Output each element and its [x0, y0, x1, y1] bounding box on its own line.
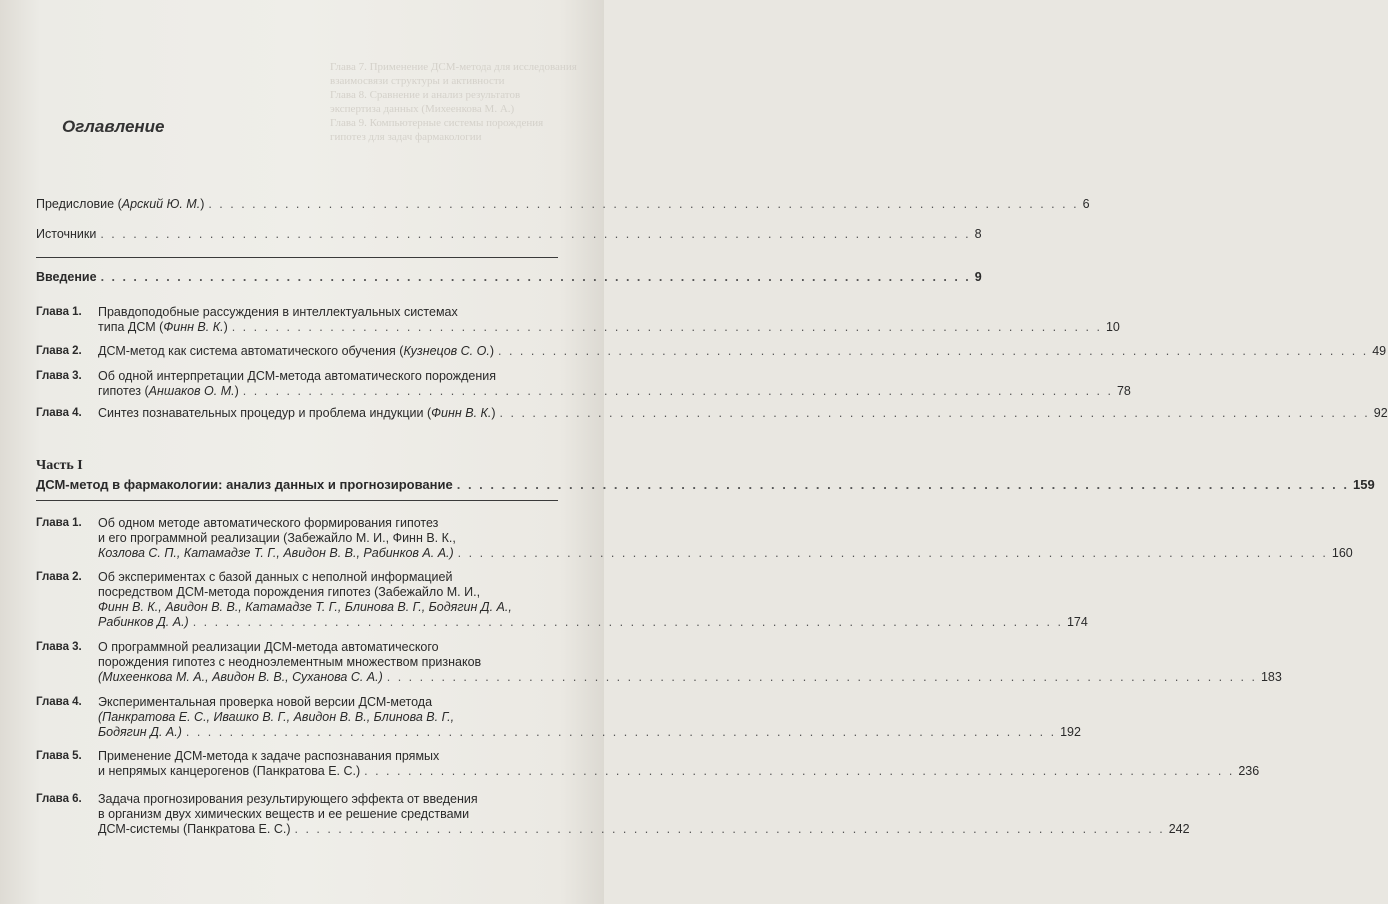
page-title: Оглавление: [62, 117, 165, 136]
toc-entry-part1-chapter-4[interactable]: [36, 695, 1081, 740]
entry-title-line: гипотез: [98, 384, 141, 398]
entry-title-line: ДСМ-метод как система автоматического обучения: [98, 344, 396, 358]
leader-dots: [101, 270, 971, 285]
leader-dots: [243, 384, 1113, 399]
entry-title-line: Экспериментальная проверка новой версии ДСМ-метода: [98, 695, 433, 709]
entry-title-line: О программной реализации ДСМ-метода автоматического: [98, 640, 439, 654]
entry-author: Арский Ю. М.: [121, 197, 201, 211]
leader-dots: [457, 477, 1349, 492]
leader-dots: [100, 227, 970, 242]
leader-dots: [364, 764, 1234, 779]
entry-title-line: Об экспериментах с базой данных с неполной информацией: [98, 570, 453, 584]
page-number: 192: [1060, 725, 1081, 739]
leader-dots: [186, 725, 1056, 740]
leader-dots: [387, 670, 1257, 685]
entry-title-line: и его программной реализации (Забежайло М. И., Финн В. К.,: [98, 531, 456, 545]
entry-author: Кузнецов С. О.: [403, 344, 490, 358]
entry-title-line: Козлова С. П., Катамадзе Т. Г., Авидон В. В., Рабинков А. А.): [98, 546, 454, 560]
leader-dots: [498, 344, 1368, 359]
entry-title-line: Правдоподобные рассуждения в интеллектуальных системах: [98, 305, 458, 319]
entry-author: Аншаков О. М.: [148, 384, 235, 398]
bleed-through-text: Глава 7. Применение ДСМ-метода для исследования взаимосвязи структуры и активности Глава 8. Сравнение и анализ результатов экспертиза данных (Михеенкова М. А.) Глава 9. Компьютерные системы порождения гипотез для задач фармакологии: [330, 61, 577, 143]
toc-entry-intro-chapter-3[interactable]: Глава 3. Об одной интерпретации ДСМ-метода автоматического порождения гипотез (Аншаков О. М.) . . . 78: [36, 369, 556, 399]
toc-entry-intro-chapter-1[interactable]: Глава 1. Правдоподобные рассуждения в интеллектуальных системах типа ДСМ (Финн В. К.) . . . 10: [36, 305, 556, 335]
entry-title-line: Задача прогнозирования результирующего эффекта от введения: [98, 792, 478, 806]
page-number: 160: [1331, 546, 1353, 560]
toc-entry-part1-chapter-6[interactable]: [36, 792, 1190, 837]
part-label: Часть I: [36, 458, 83, 473]
leader-dots: [232, 320, 1102, 335]
page-number: 9: [974, 270, 982, 284]
entry-title-line: посредством ДСМ-метода порождения гипотез (Забежайло М. И.,: [98, 585, 481, 599]
entry-title-line: Применение ДСМ-метода к задаче распознавания прямых: [98, 749, 440, 763]
leader-dots: [193, 615, 1063, 630]
chapter-number: Глава 2.: [36, 345, 82, 357]
page-number: 49: [1372, 344, 1387, 358]
entry-label: Источники: [36, 227, 97, 241]
toc-entry-intro-chapter-4[interactable]: Глава 4. Синтез познавательных процедур и проблема индукции (Финн В. К.) . . . 92: [36, 406, 556, 421]
entry-title-line: Об одном методе автоматического формирования гипотез: [98, 516, 439, 530]
leader-dots: [208, 197, 1078, 212]
leader-dots: [295, 822, 1165, 837]
page-number: 8: [974, 227, 982, 241]
entry-title-line: в организм двух химических веществ и ее решение средствами: [98, 807, 470, 821]
chapter-number: Глава 5.: [36, 750, 82, 762]
page-number: 242: [1168, 822, 1190, 836]
leader-dots: [500, 406, 1370, 421]
entry-title-line: Бодягин Д. А.): [98, 725, 182, 739]
chapter-number: Глава 3.: [36, 370, 82, 382]
page-number: 159: [1353, 477, 1375, 492]
entry-title-line: и непрямых канцерогенов (Панкратова Е. С.): [98, 764, 361, 778]
entry-title-line: Об одной интерпретации ДСМ-метода автоматического порождения: [98, 369, 497, 383]
chapter-number: Глава 4.: [36, 696, 82, 708]
toc-entry-part1-chapter-3[interactable]: [36, 640, 1282, 685]
chapter-number: Глава 1.: [36, 306, 82, 318]
toc-entry-preface[interactable]: Предисловие (Арский Ю. М.) . . . 6: [36, 197, 556, 212]
part-title: ДСМ-метод в фармакологии: анализ данных и прогнозирование: [36, 477, 453, 492]
entry-title-line: (Панкратова Е. С., Ивашко В. Г., Авидон В. В., Блинова В. Г.,: [98, 710, 455, 724]
entry-title-line: типа ДСМ: [98, 320, 156, 334]
page-number: 174: [1066, 615, 1088, 629]
chapter-number: Глава 6.: [36, 793, 82, 805]
section-divider: [36, 500, 558, 501]
entry-label: Предисловие: [36, 197, 115, 211]
entry-author: Финн В. К.: [163, 320, 224, 334]
entry-title-line: порождения гипотез с неодноэлементным множеством признаков: [98, 655, 482, 669]
toc-entry-part1-chapter-1[interactable]: [36, 516, 1353, 561]
entry-title-line: (Михеенкова М. А., Авидон В. В., Суханова С. А.): [98, 670, 383, 684]
section-divider: [36, 257, 558, 258]
entry-title-line: Финн В. К., Авидон В. В., Катамадзе Т. Г., Блинова В. Г., Бодягин Д. А.,: [98, 600, 512, 614]
toc-entry-sources[interactable]: [36, 227, 982, 242]
entry-author: Финн В. К.: [431, 406, 492, 420]
chapter-number: Глава 2.: [36, 571, 82, 583]
chapter-number: Глава 4.: [36, 407, 82, 419]
toc-entry-intro-chapter-2[interactable]: Глава 2. ДСМ-метод как система автоматического обучения (Кузнецов С. О.) . . . 49: [36, 344, 556, 359]
page-number: 92: [1373, 406, 1388, 420]
toc-entry-part-1[interactable]: [36, 477, 1375, 492]
page-number: 10: [1105, 320, 1120, 334]
toc-entry-part1-chapter-2[interactable]: [36, 570, 1088, 630]
entry-title-line: Рабинков Д. А.): [98, 615, 189, 629]
toc-entry-part1-chapter-5[interactable]: [36, 749, 1260, 779]
chapter-number: Глава 1.: [36, 517, 82, 529]
page-number: 236: [1238, 764, 1260, 778]
leader-dots: [458, 546, 1328, 561]
entry-title-line: ДСМ-системы (Панкратова Е. С.): [98, 822, 291, 836]
page-number: 78: [1116, 384, 1131, 398]
entry-title-line: Синтез познавательных процедур и проблема индукции: [98, 406, 424, 420]
chapter-number: Глава 3.: [36, 641, 82, 653]
page-number: 6: [1082, 197, 1090, 211]
entry-label: Введение: [36, 270, 97, 284]
page-number: 183: [1260, 670, 1282, 684]
toc-entry-introduction[interactable]: [36, 270, 982, 285]
